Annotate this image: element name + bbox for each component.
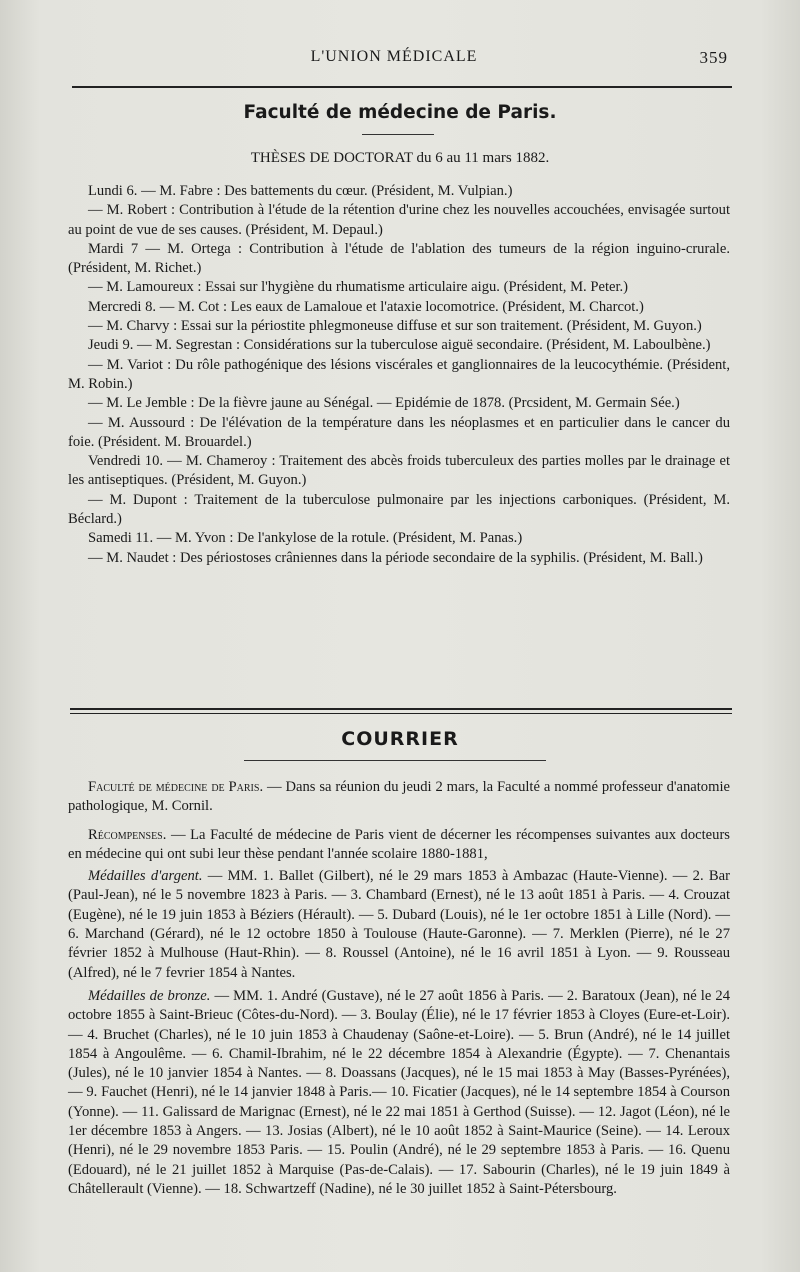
these-entry: Vendredi 10. — M. Chameroy : Traitement des abcès froids tuberculeux des parties molles par le drainage et les antiseptiques. (Président, M. Guyon.) xyxy=(68,453,730,489)
faculte-title: Faculté de médecine de Paris. xyxy=(243,102,557,123)
these-entry: Samedi 11. — M. Yvon : De l'ankylose de la rotule. (Président, M. Panas.) xyxy=(88,530,523,547)
courrier-title: COURRIER xyxy=(341,728,459,750)
paragraph-lead: Faculté de médecine de Paris. xyxy=(88,779,264,795)
these-entry: — M. Aussourd : De l'élévation de la température dans les néoplasmes et en particulier dans le cancer du foie. (Président. M. Brouardel.) xyxy=(68,414,730,450)
these-entry: — M. Naudet : Des périostoses crâniennes dans la période secondaire de la syphilis. (Président, M. Ball.) xyxy=(88,549,703,566)
theses-subtitle: THÈSES DE DOCTORAT du 6 au 11 mars 1882. xyxy=(250,150,550,166)
these-entry: Mercredi 8. — M. Cot : Les eaux de Lamaloue et l'ataxie locomotrice. (Président, M. Charcot.) xyxy=(88,298,644,315)
theses-list xyxy=(68,182,730,568)
paragraph-text: — Dans sa réunion du jeudi 2 mars, la Faculté a nommé professeur d'anatomie pathologique, M. Cornil. xyxy=(68,779,730,815)
running-title: L'UNION MÉDICALE xyxy=(310,48,478,65)
these-entry: — M. Le Jemble : De la fièvre jaune au Sénégal. — Epidémie de 1878. (Prcsident, M. Germain Sée.) xyxy=(88,395,680,412)
these-entry: — M. Dupont : Traitement de la tuberculose pulmonaire par les injections carboniques. (Président, M. Béclard.) xyxy=(68,491,730,528)
these-entry: — M. Variot : Du rôle pathogénique des lésions viscérales et ganglionnaires de la leucocythémie. (Président, M. Robin.) xyxy=(68,356,730,392)
paragraph-lead: Récompenses. xyxy=(88,826,167,843)
these-entry: — M. Lamoureux : Essai sur l'hygiène du rhumatisme articulaire aigu. (Président, M. Peter.) xyxy=(88,279,629,296)
courrier-paragraph xyxy=(68,826,730,865)
these-entry: Jeudi 9. — M. Segrestan : Considérations sur la tuberculose aiguë secondaire. (Président, M. Laboulbène.) xyxy=(88,337,711,354)
courrier-body xyxy=(68,778,730,1199)
paragraph-lead: Médailles d'argent. xyxy=(88,868,203,885)
courrier-paragraph xyxy=(68,867,730,983)
paragraph-text: — MM. 1. Ballet (Gilbert), né le 29 mars 1853 à Ambazac (Haute-Vienne). — 2. Bar (Paul-Jean), né le 5 novembre 1823 à Paris. — 3. Chambard (Ernest), né le 13 août 1851 à Paris. — 4. Crouzat (Eugène), né le 19 juin 1853 à Béziers (Hérault). — 5. Dubard (Louis), né le 1er octobre 1851 à Lille (Nord). — 6. Marchand (Gérard), né le 12 octobre 1850 à Toulouse (Haute-Garonne). — 7. Merklen (Pierre), né le 27 février 1852 à Mulhouse (Haut-Rhin). — 8. Roussel (Antoine), né le 16 avril 1851 à Lyon. — 9. Rousseau (Alfred), né le 7 fevrier 1854 à Nantes. xyxy=(68,868,730,981)
courrier-title-rule xyxy=(244,760,546,761)
these-entry: Mardi 7 — M. Ortega : Contribution à l'étude de l'ablation des tumeurs de la région inguino-crurale. (Président, M. Richet.) xyxy=(68,240,730,277)
paragraph-text: — La Faculté de médecine de Paris vient de décerner les récompenses suivantes aux docteurs en médecine qui ont subi leur thèse pendant l'année scolaire 1880-1881, xyxy=(68,826,730,862)
these-entry: Lundi 6. — M. Fabre : Des battements du cœur. (Président, M. Vulpian.) xyxy=(88,183,513,199)
page-number: 359 xyxy=(699,48,728,67)
faculte-title-rule xyxy=(362,134,434,135)
these-entry: — M. Robert : Contribution à l'étude de la rétention d'urine chez les nouvelles accouchées, envisagée surtout au point de vue de ses causes. (Président, M. Depaul.) xyxy=(68,202,730,238)
running-head xyxy=(60,48,728,72)
courrier-paragraph xyxy=(68,987,730,1199)
paragraph-lead: Médailles de bronze. xyxy=(88,987,211,1004)
courrier-paragraph xyxy=(68,778,730,817)
section-rule-top xyxy=(70,708,732,710)
paragraph-text: — MM. 1. André (Gustave), né le 27 août 1856 à Paris. — 2. Baratoux (Jean), né le 24 octobre 1855 à Saint-Brieuc (Côtes-du-Nord). — 3. Boulay (Élie), né le 17 février 1853 à Cloyes (Eure-et-Loir). — 4. Bruchet (Charles), né le 10 juin 1853 à Chaudenay (Saône-et-Loire). — 5. Brun (André), né le 14 juillet 1854 à Angoulême. — 6. Chamil-Ibrahim, né le 22 décembre 1854 à Alexandrie (Égypte). — 7. Chenantais (Jules), né le 10 janvier 1854 à Nantes. — 8. Doassans (Jacques), né le 15 mai 1853 à May (Basses-Pyrénées), — 9. Fauchet (Henri), né le 14 janvier 1848 à Paris.— 10. Ficatier (Jacques), né le 14 septembre 1854 à Courson (Yonne). — 11. Galissard de Marignac (Ernest), né le 22 mai 1851 à Gerthod (Suisse). — 12. Jagot (Léon), né le 1er décembre 1853 à Angers. — 13. Josias (Albert), né le 10 août 1852 à Saint-Maurice (Seine). — 14. Leroux (Henri), né le 29 novembre 1853 Paris. — 15. Poulin (André), né le 29 septembre 1853 à Paris. — 16. Quenu (Edouard), né le 21 juillet 1852 à Marquise (Pas-de-Calais). — 17. Sabourin (Charles), né le 19 juin 1849 à Châtellerault (Vienne). — 18. Schwartzeff (Nadine), né le 30 juillet 1852 à Saint-Pétersbourg. xyxy=(68,987,730,1197)
section-rule-bottom xyxy=(70,713,732,714)
header-rule xyxy=(72,86,732,88)
these-entry: — M. Charvy : Essai sur la périostite phlegmoneuse diffuse et sur son traitement. (Président, M. Guyon.) xyxy=(88,318,702,335)
